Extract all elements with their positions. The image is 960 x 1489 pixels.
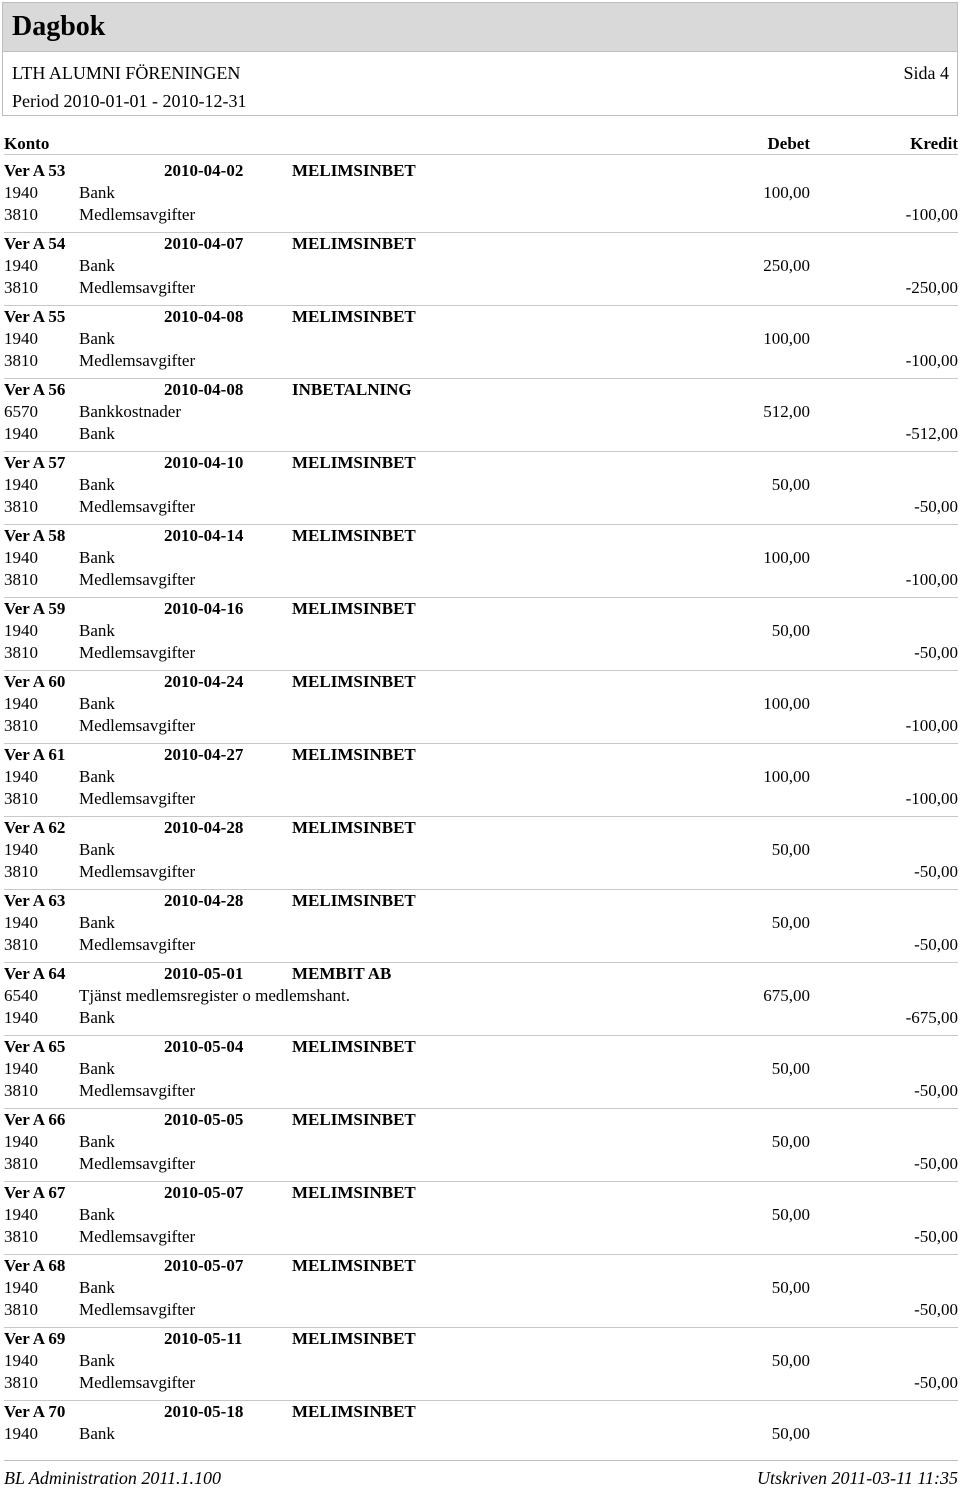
- account-number: 1940: [4, 1059, 38, 1078]
- account-name: Medlemsavgifter: [79, 570, 196, 589]
- voucher-header-row: [4, 891, 958, 913]
- credit-amount: -675,00: [905, 1008, 958, 1027]
- transaction-row: [4, 205, 958, 227]
- voucher-number: Ver A 54: [4, 234, 66, 253]
- account-number: 3810: [4, 497, 38, 516]
- transaction-row: [4, 643, 958, 665]
- account-number: 3810: [4, 789, 38, 808]
- voucher-date: 2010-05-01: [164, 964, 244, 983]
- transaction-row: [4, 621, 958, 643]
- voucher-number: Ver A 58: [4, 526, 66, 545]
- credit-amount: -50,00: [914, 862, 958, 881]
- voucher-number: Ver A 57: [4, 453, 66, 472]
- column-debet: Debet: [767, 134, 810, 153]
- transaction-row: [4, 329, 958, 351]
- voucher-text: MELIMSINBET: [292, 818, 416, 837]
- account-name: Bank: [79, 1424, 115, 1443]
- account-number: 3810: [4, 351, 38, 370]
- voucher-text: MELIMSINBET: [292, 307, 416, 326]
- debit-amount: 50,00: [771, 1278, 810, 1297]
- voucher-number: Ver A 66: [4, 1110, 66, 1129]
- voucher-header-row: [4, 526, 958, 548]
- account-name: Bank: [79, 329, 115, 348]
- transaction-row: [4, 183, 958, 205]
- transaction-row: [4, 548, 958, 570]
- account-name: Bank: [79, 913, 115, 932]
- voucher-date: 2010-05-11: [164, 1329, 243, 1348]
- account-number: 3810: [4, 1227, 38, 1246]
- voucher-block: [4, 671, 958, 744]
- voucher-block: [4, 1036, 958, 1109]
- credit-amount: -100,00: [905, 716, 958, 735]
- transaction-row: [4, 840, 958, 862]
- account-number: 3810: [4, 1373, 38, 1392]
- voucher-text: MELIMSINBET: [292, 745, 416, 764]
- account-number: 1940: [4, 1424, 38, 1443]
- voucher-number: Ver A 56: [4, 380, 66, 399]
- transaction-row: [4, 402, 958, 424]
- account-number: 1940: [4, 183, 38, 202]
- account-name: Bank: [79, 183, 115, 202]
- account-number: 1940: [4, 329, 38, 348]
- voucher-number: Ver A 64: [4, 964, 66, 983]
- voucher-number: Ver A 67: [4, 1183, 66, 1202]
- column-header-row: [4, 132, 958, 155]
- voucher-text: MELIMSINBET: [292, 1183, 416, 1202]
- page-footer: [4, 1460, 958, 1487]
- voucher-date: 2010-05-07: [164, 1183, 244, 1202]
- account-name: Bank: [79, 548, 115, 567]
- credit-amount: -50,00: [914, 1081, 958, 1100]
- voucher-date: 2010-04-28: [164, 818, 244, 837]
- debit-amount: 100,00: [763, 329, 810, 348]
- voucher-header-row: [4, 234, 958, 256]
- credit-amount: -100,00: [905, 789, 958, 808]
- account-number: 3810: [4, 643, 38, 662]
- transaction-row: [4, 694, 958, 716]
- credit-amount: -100,00: [905, 351, 958, 370]
- voucher-date: 2010-05-05: [164, 1110, 244, 1129]
- account-name: Bank: [79, 1008, 115, 1027]
- account-name: Medlemsavgifter: [79, 278, 196, 297]
- transaction-row: [4, 278, 958, 300]
- voucher-block: [4, 1328, 958, 1401]
- transaction-row: [4, 862, 958, 884]
- transaction-row: [4, 1227, 958, 1249]
- debit-amount: 100,00: [763, 183, 810, 202]
- voucher-text: MELIMSINBET: [292, 672, 416, 691]
- transaction-row: [4, 424, 958, 446]
- account-number: 1940: [4, 913, 38, 932]
- debit-amount: 50,00: [771, 913, 810, 932]
- account-name: Bank: [79, 767, 115, 786]
- voucher-date: 2010-04-08: [164, 380, 244, 399]
- account-name: Medlemsavgifter: [79, 1081, 196, 1100]
- debit-amount: 50,00: [771, 1059, 810, 1078]
- transaction-row: [4, 767, 958, 789]
- debit-amount: 50,00: [771, 1424, 810, 1443]
- account-name: Bank: [79, 1059, 115, 1078]
- voucher-text: MELIMSINBET: [292, 1329, 416, 1348]
- column-konto: Konto: [4, 134, 50, 153]
- voucher-number: Ver A 65: [4, 1037, 66, 1056]
- voucher-date: 2010-05-18: [164, 1402, 244, 1421]
- voucher-block: [4, 379, 958, 452]
- credit-amount: -50,00: [914, 1373, 958, 1392]
- voucher-number: Ver A 69: [4, 1329, 66, 1348]
- account-number: 1940: [4, 621, 38, 640]
- voucher-text: INBETALNING: [292, 380, 412, 399]
- voucher-text: MELIMSINBET: [292, 234, 416, 253]
- voucher-header-row: [4, 964, 958, 986]
- transaction-row: [4, 256, 958, 278]
- transaction-row: [4, 1008, 958, 1030]
- transaction-row: [4, 935, 958, 957]
- voucher-number: Ver A 60: [4, 672, 66, 691]
- voucher-number: Ver A 68: [4, 1256, 66, 1275]
- report-period: Period 2010-01-01 - 2010-12-31: [12, 91, 247, 111]
- transaction-row: [4, 1081, 958, 1103]
- account-number: 6570: [4, 402, 38, 421]
- voucher-date: 2010-04-02: [164, 161, 244, 180]
- voucher-block: [4, 160, 958, 233]
- transaction-row: [4, 1132, 958, 1154]
- account-name: Medlemsavgifter: [79, 497, 196, 516]
- voucher-header-row: [4, 1329, 958, 1351]
- voucher-block: [4, 306, 958, 379]
- account-number: 1940: [4, 475, 38, 494]
- account-number: 1940: [4, 1351, 38, 1370]
- voucher-block: [4, 963, 958, 1036]
- debit-amount: 50,00: [771, 475, 810, 494]
- voucher-header-row: [4, 745, 958, 767]
- account-name: Medlemsavgifter: [79, 1227, 196, 1246]
- credit-amount: -50,00: [914, 1300, 958, 1319]
- account-name: Medlemsavgifter: [79, 935, 196, 954]
- account-name: Bank: [79, 694, 115, 713]
- report-header: [2, 2, 958, 116]
- account-name: Bankkostnader: [79, 402, 181, 421]
- transaction-row: [4, 351, 958, 373]
- transaction-row: [4, 986, 958, 1008]
- account-name: Tjänst medlemsregister o medlemshant.: [79, 986, 350, 1005]
- account-number: 1940: [4, 548, 38, 567]
- account-name: Bank: [79, 475, 115, 494]
- account-number: 3810: [4, 1154, 38, 1173]
- account-number: 1940: [4, 1205, 38, 1224]
- account-name: Bank: [79, 424, 115, 443]
- transaction-row: [4, 475, 958, 497]
- voucher-block: [4, 890, 958, 963]
- voucher-header-row: [4, 161, 958, 183]
- voucher-block: [4, 598, 958, 671]
- credit-amount: -100,00: [905, 570, 958, 589]
- account-number: 1940: [4, 840, 38, 859]
- voucher-header-row: [4, 1256, 958, 1278]
- voucher-text: MELIMSINBET: [292, 1402, 416, 1421]
- voucher-header-row: [4, 1110, 958, 1132]
- credit-amount: -50,00: [914, 1227, 958, 1246]
- account-name: Medlemsavgifter: [79, 205, 196, 224]
- voucher-block: [4, 817, 958, 890]
- voucher-block: [4, 1255, 958, 1328]
- organization-name: LTH ALUMNI FÖRENINGEN: [12, 63, 241, 83]
- credit-amount: -250,00: [905, 278, 958, 297]
- debit-amount: 100,00: [763, 767, 810, 786]
- transaction-row: [4, 497, 958, 519]
- debit-amount: 50,00: [771, 621, 810, 640]
- account-name: Bank: [79, 1278, 115, 1297]
- transaction-row: [4, 913, 958, 935]
- account-number: 1940: [4, 1278, 38, 1297]
- debit-amount: 100,00: [763, 694, 810, 713]
- debit-amount: 675,00: [763, 986, 810, 1005]
- account-number: 3810: [4, 1300, 38, 1319]
- report-title: Dagbok: [12, 11, 106, 42]
- credit-amount: -50,00: [914, 935, 958, 954]
- account-number: 3810: [4, 1081, 38, 1100]
- voucher-text: MELIMSINBET: [292, 599, 416, 618]
- account-number: 1940: [4, 1132, 38, 1151]
- voucher-block: [4, 452, 958, 525]
- software-version: BL Administration 2011.1.100: [4, 1468, 222, 1488]
- debit-amount: 50,00: [771, 840, 810, 859]
- transaction-row: [4, 1278, 958, 1300]
- account-number: 3810: [4, 570, 38, 589]
- account-number: 3810: [4, 862, 38, 881]
- voucher-date: 2010-05-04: [164, 1037, 244, 1056]
- transaction-row: [4, 1205, 958, 1227]
- account-name: Bank: [79, 256, 115, 275]
- account-name: Medlemsavgifter: [79, 1373, 196, 1392]
- voucher-date: 2010-04-08: [164, 307, 244, 326]
- voucher-header-row: [4, 1037, 958, 1059]
- voucher-header-row: [4, 1183, 958, 1205]
- voucher-header-row: [4, 453, 958, 475]
- credit-amount: -50,00: [914, 643, 958, 662]
- voucher-date: 2010-05-07: [164, 1256, 244, 1275]
- voucher-number: Ver A 70: [4, 1402, 66, 1421]
- credit-amount: -100,00: [905, 205, 958, 224]
- account-name: Medlemsavgifter: [79, 643, 196, 662]
- voucher-header-row: [4, 307, 958, 329]
- voucher-date: 2010-04-14: [164, 526, 244, 545]
- voucher-date: 2010-04-16: [164, 599, 244, 618]
- debit-amount: 100,00: [763, 548, 810, 567]
- account-number: 1940: [4, 424, 38, 443]
- account-name: Bank: [79, 621, 115, 640]
- account-number: 3810: [4, 716, 38, 735]
- voucher-header-row: [4, 599, 958, 621]
- account-name: Medlemsavgifter: [79, 1300, 196, 1319]
- debit-amount: 512,00: [763, 402, 810, 421]
- account-name: Bank: [79, 1351, 115, 1370]
- voucher-number: Ver A 53: [4, 161, 66, 180]
- account-number: 1940: [4, 767, 38, 786]
- account-number: 3810: [4, 278, 38, 297]
- voucher-number: Ver A 59: [4, 599, 66, 618]
- account-name: Medlemsavgifter: [79, 789, 196, 808]
- print-timestamp: Utskriven 2011-03-11 11:35: [757, 1468, 958, 1488]
- column-kredit: Kredit: [910, 134, 958, 153]
- transaction-row: [4, 1373, 958, 1395]
- account-number: 3810: [4, 935, 38, 954]
- voucher-block: [4, 233, 958, 306]
- account-name: Medlemsavgifter: [79, 862, 196, 881]
- voucher-header-row: [4, 818, 958, 840]
- account-number: 1940: [4, 694, 38, 713]
- account-name: Medlemsavgifter: [79, 1154, 196, 1173]
- transaction-row: [4, 1300, 958, 1322]
- voucher-number: Ver A 62: [4, 818, 66, 837]
- transaction-row: [4, 1154, 958, 1176]
- debit-amount: 50,00: [771, 1351, 810, 1370]
- account-name: Medlemsavgifter: [79, 716, 196, 735]
- account-name: Bank: [79, 1205, 115, 1224]
- account-name: Bank: [79, 1132, 115, 1151]
- voucher-header-row: [4, 672, 958, 694]
- voucher-text: MEMBIT AB: [292, 964, 392, 983]
- voucher-block: [4, 525, 958, 598]
- voucher-text: MELIMSINBET: [292, 1256, 416, 1275]
- voucher-number: Ver A 61: [4, 745, 66, 764]
- account-number: 1940: [4, 1008, 38, 1027]
- transaction-row: [4, 570, 958, 592]
- account-name: Medlemsavgifter: [79, 351, 196, 370]
- transaction-row: [4, 1351, 958, 1373]
- debit-amount: 50,00: [771, 1132, 810, 1151]
- voucher-block: [4, 744, 958, 817]
- voucher-date: 2010-04-10: [164, 453, 244, 472]
- voucher-block: [4, 1109, 958, 1182]
- debit-amount: 250,00: [763, 256, 810, 275]
- voucher-text: MELIMSINBET: [292, 161, 416, 180]
- voucher-header-row: [4, 1402, 958, 1424]
- voucher-date: 2010-04-24: [164, 672, 244, 691]
- transaction-row: [4, 716, 958, 738]
- voucher-date: 2010-04-07: [164, 234, 244, 253]
- account-number: 1940: [4, 256, 38, 275]
- voucher-text: MELIMSINBET: [292, 1110, 416, 1129]
- page-number: Sida 4: [903, 63, 949, 83]
- debit-amount: 50,00: [771, 1205, 810, 1224]
- account-name: Bank: [79, 840, 115, 859]
- transaction-row: [4, 1424, 958, 1446]
- voucher-block: [4, 1182, 958, 1255]
- transaction-row: [4, 789, 958, 811]
- title-bar: [3, 3, 957, 52]
- account-number: 6540: [4, 986, 38, 1005]
- credit-amount: -512,00: [905, 424, 958, 443]
- voucher-date: 2010-04-28: [164, 891, 244, 910]
- voucher-text: MELIMSINBET: [292, 453, 416, 472]
- journal-entries: [4, 160, 958, 1473]
- credit-amount: -50,00: [914, 1154, 958, 1173]
- credit-amount: -50,00: [914, 497, 958, 516]
- voucher-number: Ver A 55: [4, 307, 66, 326]
- voucher-date: 2010-04-27: [164, 745, 244, 764]
- transaction-row: [4, 1059, 958, 1081]
- voucher-text: MELIMSINBET: [292, 1037, 416, 1056]
- voucher-text: MELIMSINBET: [292, 526, 416, 545]
- voucher-header-row: [4, 380, 958, 402]
- account-number: 3810: [4, 205, 38, 224]
- voucher-text: MELIMSINBET: [292, 891, 416, 910]
- voucher-number: Ver A 63: [4, 891, 66, 910]
